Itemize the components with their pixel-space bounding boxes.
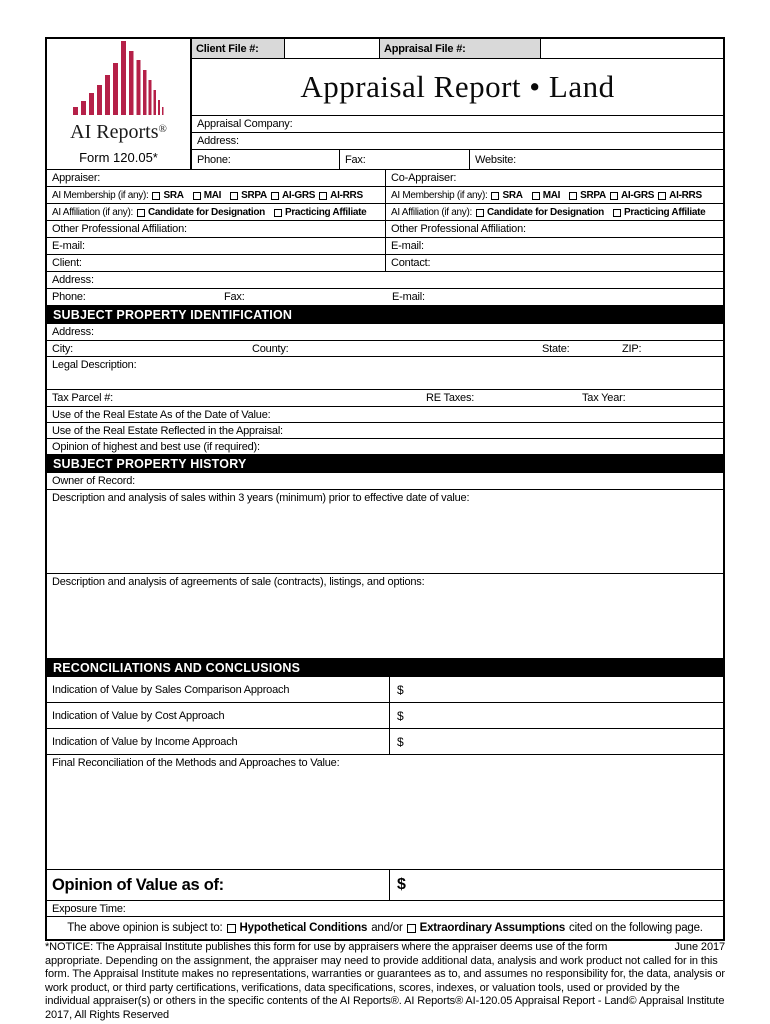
affiliation-row: [47, 204, 723, 221]
phone-label: Phone:: [52, 291, 86, 303]
final-reconciliation-label: Final Reconciliation of the Methods and Approaches to Value:: [52, 757, 340, 769]
checkbox-mai[interactable]: [193, 192, 201, 200]
cost-approach-label: Indication of Value by Cost Approach: [47, 703, 390, 728]
zip-label: ZIP:: [622, 342, 642, 355]
affiliation-label: AI Affiliation (if any):: [52, 206, 133, 218]
extraordinary-assumptions-label: Extraordinary Assumptions: [419, 922, 566, 934]
opinion-of-value-row: [47, 870, 723, 901]
highest-best-use-cell: [47, 439, 723, 454]
appraisal-company-row: [192, 116, 723, 133]
client-cell: [47, 255, 385, 271]
property-address-input[interactable]: [94, 324, 718, 340]
option-practicing: Practicing Affiliate: [284, 206, 367, 218]
highest-best-use-row: [47, 439, 723, 455]
client-fax-cell: [219, 289, 387, 305]
city-label: City:: [52, 342, 74, 355]
appraiser-affiliation-cell: [47, 204, 385, 220]
appraisal-company-input[interactable]: [292, 116, 718, 132]
appraiser-cell: [47, 170, 385, 186]
use-reflected-cell: [47, 423, 723, 438]
client-file-input[interactable]: [285, 39, 379, 58]
client-label: Client:: [52, 257, 82, 269]
appraisal-file-label: Appraisal File #:: [379, 39, 541, 58]
company-address-input[interactable]: [239, 133, 718, 149]
company-phone-label: Phone:: [197, 153, 231, 166]
exposure-time-input[interactable]: [126, 901, 718, 916]
form-header: [47, 39, 723, 170]
company-fax-input[interactable]: [366, 150, 464, 169]
checkbox-co-ai-grs[interactable]: [610, 192, 618, 200]
final-reconciliation-box[interactable]: [47, 755, 723, 870]
income-approach-label: Indication of Value by Income Approach: [47, 729, 390, 754]
address-label: Address:: [52, 274, 94, 286]
zip-cell: [617, 341, 723, 356]
exposure-time-row: [47, 901, 723, 917]
state-cell: [537, 341, 617, 356]
co-appraiser-other-affiliation-input[interactable]: [526, 221, 718, 237]
client-email-input[interactable]: [425, 289, 718, 305]
company-address-label: Address:: [197, 135, 239, 147]
dollar-sign: $: [397, 876, 406, 893]
client-input[interactable]: [82, 255, 380, 271]
appraiser-email-cell: [47, 238, 385, 254]
contact-cell: [385, 255, 723, 271]
sales-comparison-value-row: [47, 677, 723, 703]
company-phone-row: [192, 150, 723, 169]
highest-best-use-label: Opinion of highest and best use (if required):: [52, 440, 260, 453]
tax-parcel-input[interactable]: [113, 390, 416, 406]
checkbox-co-practicing-affiliate[interactable]: [613, 209, 621, 217]
county-label: County:: [252, 342, 289, 355]
tax-year-label: Tax Year:: [582, 392, 626, 404]
co-appraiser-input[interactable]: [456, 170, 718, 186]
email-label: E-mail:: [391, 240, 424, 252]
client-phone-input[interactable]: [86, 289, 214, 305]
owner-of-record-row: [47, 473, 723, 490]
section-header-property-identification: SUBJECT PROPERTY IDENTIFICATION: [47, 306, 723, 324]
appraiser-names-row: [47, 170, 723, 187]
option-mai: MAI: [203, 189, 222, 201]
option-srpa: SRPA: [580, 189, 606, 201]
owner-of-record-cell: [47, 473, 723, 489]
opinion-date-input[interactable]: [224, 870, 384, 900]
use-reflected-label: Use of the Real Estate Reflected in the Appraisal:: [52, 424, 283, 437]
sales-analysis-box[interactable]: [47, 490, 723, 574]
client-file-label: Client File #:: [192, 39, 285, 58]
tax-year-input[interactable]: [625, 390, 718, 406]
tax-parcel-row: [47, 390, 723, 407]
brand-name: AI Reports®: [70, 121, 167, 143]
option-mai: MAI: [542, 189, 561, 201]
appraiser-membership-cell: [47, 187, 385, 203]
tax-parcel-label: Tax Parcel #:: [52, 392, 113, 404]
client-phone-row: [47, 289, 723, 306]
opinion-value-cell: [390, 870, 723, 900]
subject-to-row: [47, 917, 723, 939]
use-as-of-date-input[interactable]: [270, 407, 718, 422]
owner-of-record-label: Owner of Record:: [52, 475, 136, 487]
opinion-of-value-cell: [47, 870, 390, 900]
form-number: Form 120.05*: [79, 150, 158, 165]
email-label: E-mail:: [392, 291, 425, 303]
co-appraiser-affiliation-cell: [385, 204, 723, 220]
footer-notice: *NOTICE: The Appraisal Institute publishes this form for use by appraisers where the appraiser deems use of the form appropriate. Depending on the assignment, the appraiser may need to provide additional data, analysis and work product not called for in this form. The Appraisal Institute makes no representations, warranties or guarantees as to, and assumes no responsibility for, the data, analysis or work product, or third party certifications, verifications, data specifications, scores, indexes, or valuation tools, used or provided by the individual appraiser(s) or others in the specific contents of the AI Reports®. AI Reports® AI-120.05 Appraisal Report - Land© Appraisal Institute 2017, All Rights Reserved: [45, 941, 725, 1021]
client-address-cell: [47, 272, 723, 288]
county-cell: [247, 341, 537, 356]
co-appraiser-membership-cell: [385, 187, 723, 203]
company-address-row: [192, 133, 723, 150]
dollar-sign: $: [397, 734, 404, 749]
re-taxes-label: RE Taxes:: [426, 392, 475, 404]
ai-reports-bars-icon: [71, 41, 167, 115]
registered-mark: ®: [158, 123, 167, 135]
company-fax-label: Fax:: [345, 153, 366, 166]
subject-to-connector: and/or: [371, 922, 403, 934]
client-contact-row: [47, 255, 723, 272]
legal-description-label: Legal Description:: [52, 359, 137, 371]
appraisal-file-input[interactable]: [541, 39, 723, 58]
opinion-value-input[interactable]: [406, 870, 716, 900]
cost-approach-value-cell: [390, 703, 723, 728]
option-candidate: Candidate for Designation: [487, 206, 604, 218]
option-ai-rrs: AI-RRS: [669, 189, 702, 201]
co-appraiser-label: Co-Appraiser:: [391, 172, 457, 184]
checkbox-ai-rrs[interactable]: [319, 192, 327, 200]
appraiser-input[interactable]: [100, 170, 380, 186]
appraiser-other-affiliation-input[interactable]: [187, 221, 380, 237]
footer: [45, 941, 725, 1023]
fax-label: Fax:: [224, 291, 245, 303]
option-srpa: SRPA: [241, 189, 267, 201]
checkbox-ai-grs[interactable]: [271, 192, 279, 200]
company-phone-input[interactable]: [231, 150, 334, 169]
sales-analysis-label: Description and analysis of sales within 3 years (minimum) prior to effective date of value:: [52, 492, 470, 504]
dollar-sign: $: [397, 682, 404, 697]
opinion-of-value-label: Opinion of Value as of:: [52, 875, 224, 894]
exposure-time-label: Exposure Time:: [52, 902, 126, 915]
appraiser-label: Appraiser:: [52, 172, 101, 184]
appraiser-other-affiliation-cell: [47, 221, 385, 237]
checkbox-co-srpa[interactable]: [569, 192, 577, 200]
client-address-row: [47, 272, 723, 289]
checkbox-co-sra[interactable]: [491, 192, 499, 200]
membership-label: AI Membership (if any):: [391, 189, 488, 201]
address-label: Address:: [52, 326, 94, 338]
income-approach-value-cell: [390, 729, 723, 754]
zip-input[interactable]: [641, 341, 718, 356]
hypothetical-conditions-label: Hypothetical Conditions: [239, 922, 368, 934]
option-sra: SRA: [163, 189, 184, 201]
agreements-analysis-box[interactable]: [47, 574, 723, 659]
property-address-row: [47, 324, 723, 341]
email-row: [47, 238, 723, 255]
use-as-of-date-cell: [47, 407, 723, 422]
highest-best-use-input[interactable]: [260, 439, 718, 454]
dollar-sign: $: [397, 708, 404, 723]
company-website-label: Website:: [475, 153, 516, 166]
option-ai-grs: AI-GRS: [281, 189, 316, 201]
income-approach-value-input[interactable]: [403, 729, 716, 754]
header-right: [192, 39, 723, 169]
cost-approach-value-input[interactable]: [403, 703, 716, 728]
checkbox-hypothetical-conditions[interactable]: [227, 924, 236, 933]
other-affiliation-label: Other Professional Affiliation:: [52, 223, 187, 235]
re-taxes-input[interactable]: [474, 390, 572, 406]
cost-approach-value-row: [47, 703, 723, 729]
income-approach-value-row: [47, 729, 723, 755]
checkbox-co-ai-rrs[interactable]: [658, 192, 666, 200]
property-address-cell: [47, 324, 723, 340]
city-cell: [47, 341, 247, 356]
city-input[interactable]: [73, 341, 242, 356]
co-appraiser-cell: [385, 170, 723, 186]
subject-to-prefix: The above opinion is subject to:: [67, 922, 223, 934]
checkbox-extraordinary-assumptions[interactable]: [407, 924, 416, 933]
checkbox-srpa[interactable]: [230, 192, 238, 200]
section-header-reconciliations: RECONCILIATIONS AND CONCLUSIONS: [47, 659, 723, 677]
client-email-cell: [387, 289, 723, 305]
client-fax-input[interactable]: [245, 289, 382, 305]
appraisal-company-label: Appraisal Company:: [197, 118, 293, 130]
co-appraiser-other-affiliation-cell: [385, 221, 723, 237]
membership-label: AI Membership (if any):: [52, 189, 149, 201]
report-title: Appraisal Report • Land: [192, 59, 723, 116]
client-phone-cell: [47, 289, 219, 305]
company-website-input[interactable]: [516, 150, 718, 169]
co-appraiser-email-cell: [385, 238, 723, 254]
sales-comparison-label: Indication of Value by Sales Comparison Approach: [47, 677, 390, 702]
exposure-time-cell: [47, 901, 723, 916]
city-county-row: [47, 341, 723, 357]
company-website-cell: [469, 150, 723, 169]
appraiser-email-input[interactable]: [85, 238, 380, 254]
state-label: State:: [542, 342, 570, 355]
footer-date: June 2017: [674, 941, 725, 953]
client-address-input[interactable]: [94, 272, 718, 288]
use-as-of-date-row: [47, 407, 723, 423]
option-sra: SRA: [502, 189, 523, 201]
option-ai-grs: AI-GRS: [620, 189, 655, 201]
email-label: E-mail:: [52, 240, 85, 252]
checkbox-co-candidate-designation[interactable]: [476, 209, 484, 217]
contact-input[interactable]: [430, 255, 718, 271]
use-as-of-date-label: Use of the Real Estate As of the Date of Value:: [52, 408, 271, 421]
co-appraiser-email-input[interactable]: [424, 238, 718, 254]
affiliation-label: AI Affiliation (if any):: [391, 206, 472, 218]
company-fax-cell: [339, 150, 469, 169]
contact-label: Contact:: [391, 257, 431, 269]
option-practicing: Practicing Affiliate: [623, 206, 706, 218]
sales-comparison-value-cell: [390, 677, 723, 702]
other-affiliation-row: [47, 221, 723, 238]
appraisal-form: [45, 37, 725, 941]
use-reflected-row: [47, 423, 723, 439]
legal-description-box[interactable]: [47, 357, 723, 390]
company-phone-cell: [192, 150, 339, 169]
checkbox-candidate-designation[interactable]: [137, 209, 145, 217]
tax-parcel-cell: [47, 390, 421, 406]
file-number-row: [192, 39, 723, 59]
subject-to-suffix: cited on the following page.: [569, 922, 703, 934]
use-reflected-input[interactable]: [283, 423, 718, 438]
option-ai-rrs: AI-RRS: [330, 189, 363, 201]
county-input[interactable]: [289, 341, 532, 356]
section-header-property-history: SUBJECT PROPERTY HISTORY: [47, 455, 723, 473]
logo-box: [47, 39, 192, 169]
tax-year-cell: [577, 390, 723, 406]
option-candidate: Candidate for Designation: [148, 206, 265, 218]
re-taxes-cell: [421, 390, 577, 406]
state-input[interactable]: [570, 341, 612, 356]
agreements-analysis-label: Description and analysis of agreements of sale (contracts), listings, and options:: [52, 576, 425, 588]
sales-comparison-value-input[interactable]: [403, 677, 716, 702]
other-affiliation-label: Other Professional Affiliation:: [391, 223, 526, 235]
owner-of-record-input[interactable]: [135, 473, 718, 489]
checkbox-sra[interactable]: [152, 192, 160, 200]
checkbox-co-mai[interactable]: [532, 192, 540, 200]
checkbox-practicing-affiliate[interactable]: [274, 209, 282, 217]
membership-row: [47, 187, 723, 204]
